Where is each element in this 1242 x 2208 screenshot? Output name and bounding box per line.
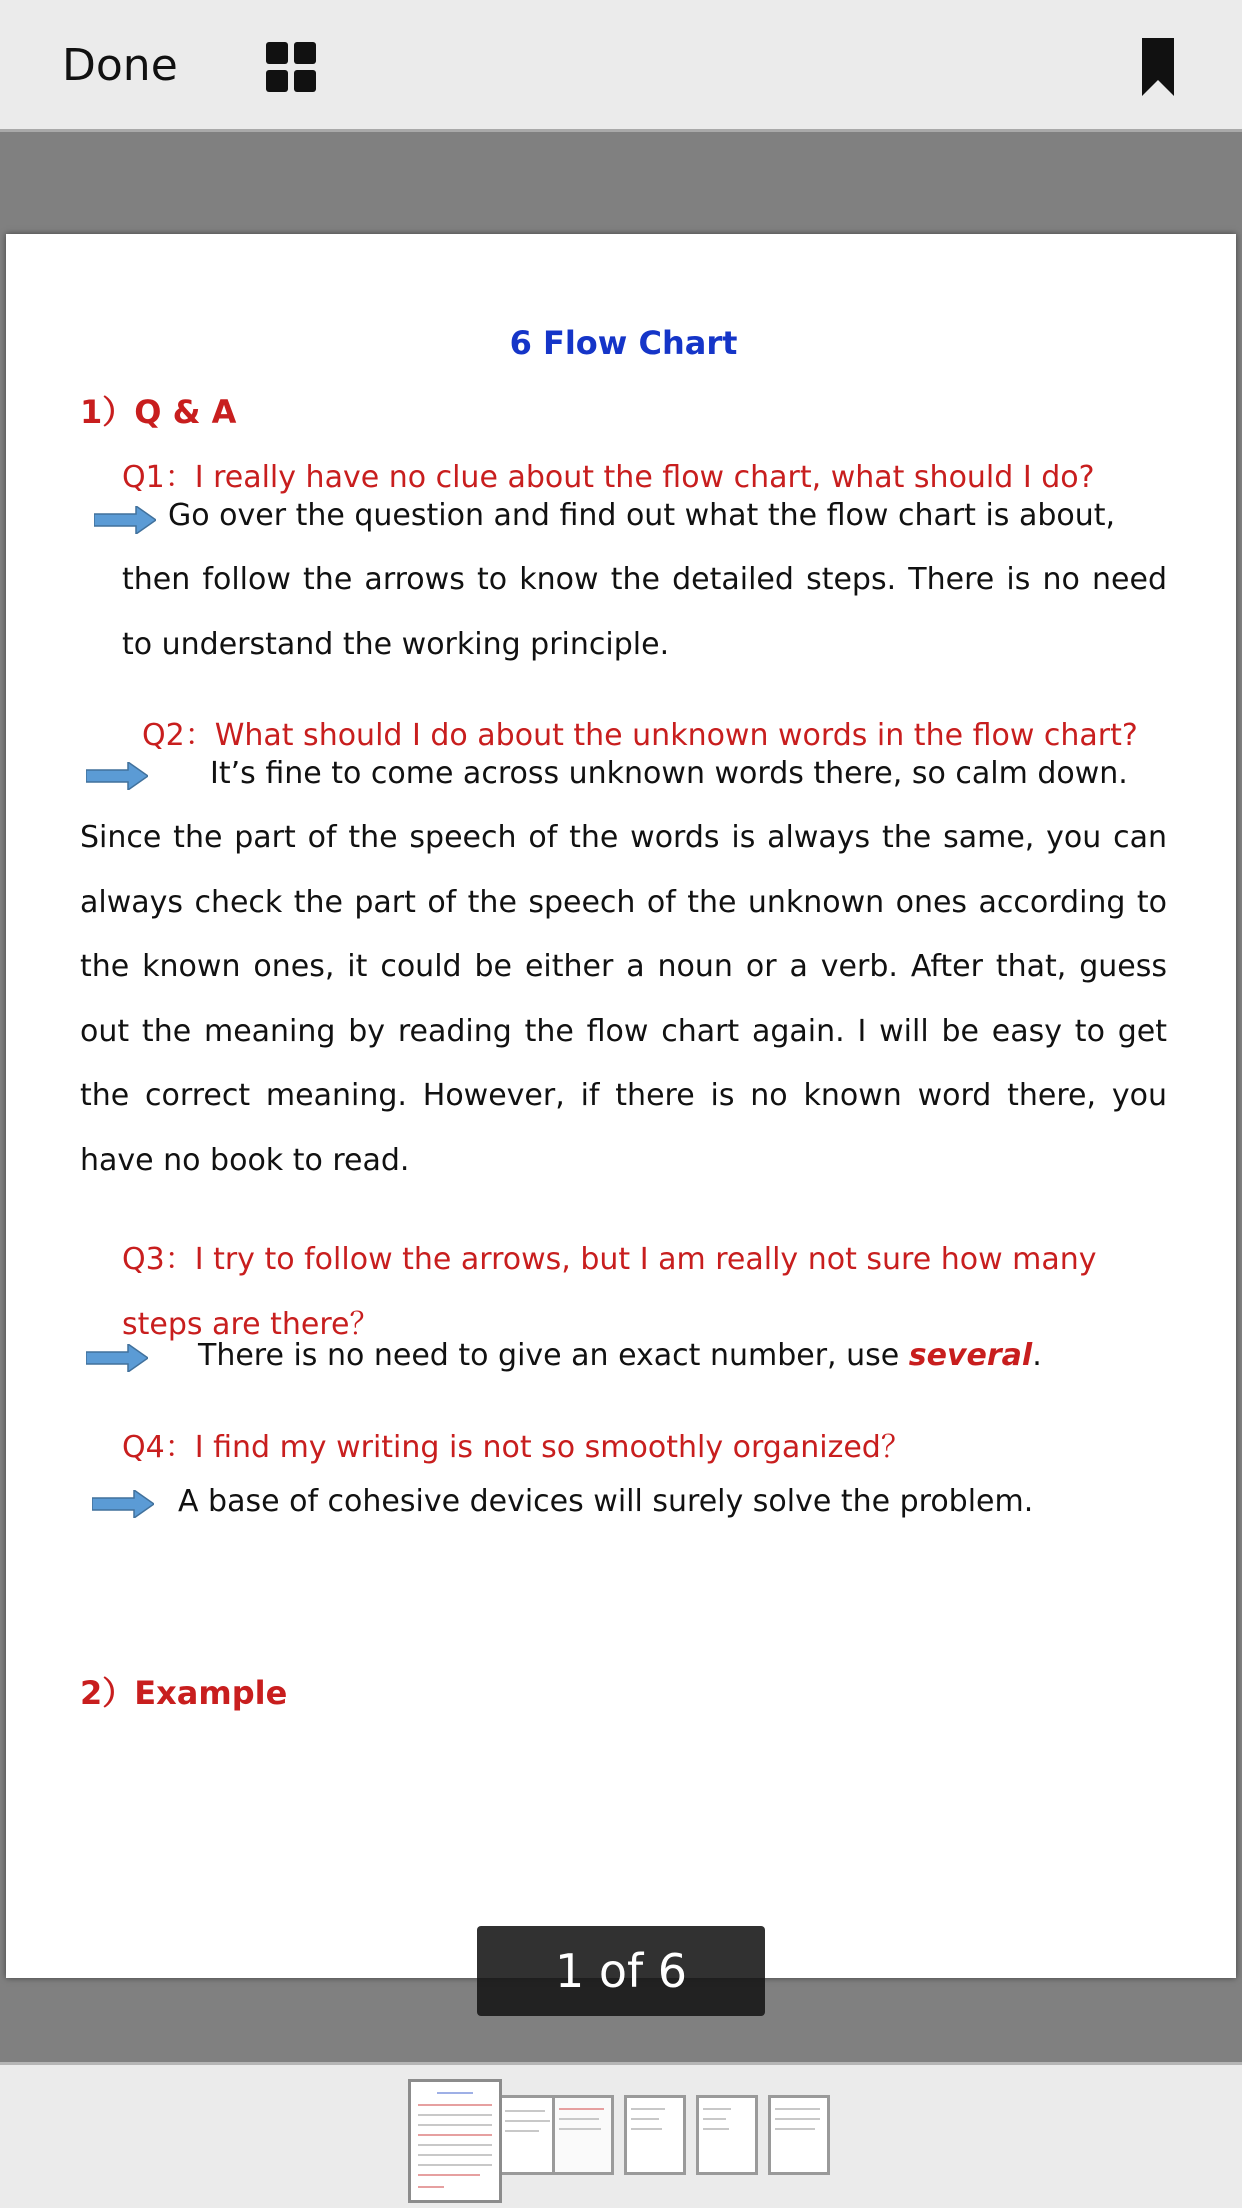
answer-3	[198, 1324, 1167, 1389]
arrow-right-icon	[86, 1344, 148, 1372]
answer-3-end: .	[1032, 1338, 1042, 1373]
page-indicator: 1 of 6	[477, 1926, 765, 2016]
question-2: Q2：What should I do about the unknown words in the flow chart?	[142, 718, 1138, 753]
thumbnail-strip[interactable]	[0, 2062, 1242, 2208]
page-thumbnail[interactable]	[552, 2095, 614, 2175]
section-heading-qa: 1）Q & A	[80, 393, 237, 431]
top-toolbar	[0, 0, 1242, 132]
done-button[interactable]: Done	[62, 40, 178, 91]
page-thumbnail[interactable]	[768, 2095, 830, 2175]
answer-1-body: then follow the arrows to know the detailed steps. There is no need to understand the working principle.	[122, 562, 1167, 662]
answer-2-line1: It’s fine to come across unknown words there, so calm down.	[210, 756, 1128, 791]
page-thumbnail[interactable]	[498, 2095, 560, 2175]
answer-3-emphasis: several	[908, 1338, 1033, 1373]
bookmark-icon[interactable]	[1142, 38, 1174, 96]
answer-3-text: There is no need to give an exact number, use	[198, 1338, 909, 1373]
answer-2-body: Since the part of the speech of the words is always the same, you can always check the part of the speech of the unknown ones according to the known ones, it could be either a noun or a verb. After that, guess out the meaning by reading the flow chart again. I will be easy to get the correct meaning. However, if there is no known word there, you have no book to read.	[80, 820, 1167, 1178]
answer-1-line1: Go over the question and find out what the flow chart is about,	[168, 498, 1116, 533]
question-4: Q4：I find my writing is not so smoothly organized？	[122, 1430, 911, 1465]
question-3: Q3：I try to follow the arrows, but I am really not sure how many steps are there？	[122, 1242, 1097, 1342]
section-heading-example: 2）Example	[80, 1674, 288, 1712]
question-1: Q1：I really have no clue about the flow chart, what should I do?	[122, 460, 1095, 495]
page-thumbnail-current[interactable]	[408, 2079, 502, 2203]
page-thumbnail[interactable]	[624, 2095, 686, 2175]
page-thumbnail[interactable]	[696, 2095, 758, 2175]
document-page	[6, 234, 1236, 1978]
document-title: 6 Flow Chart	[509, 324, 738, 362]
grid-icon[interactable]	[266, 42, 316, 92]
arrow-right-icon	[92, 1490, 154, 1518]
answer-4: A base of cohesive devices will surely solve the problem.	[178, 1484, 1034, 1519]
